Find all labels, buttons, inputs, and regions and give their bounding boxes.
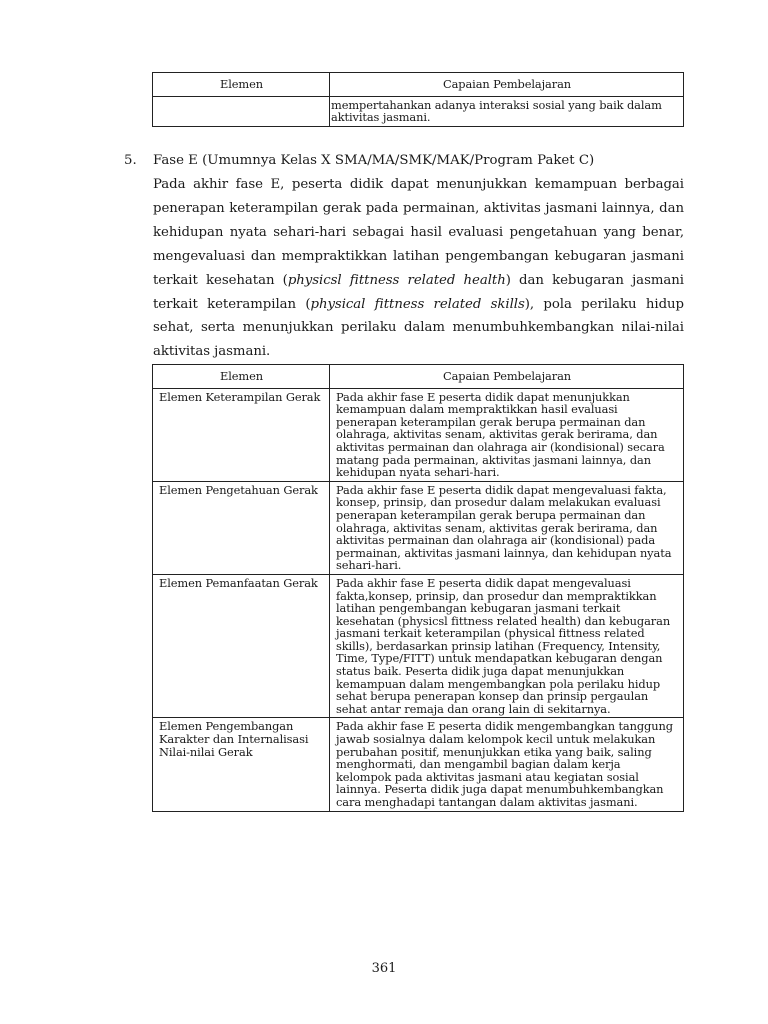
table-row [153,718,684,811]
cell-element: Elemen Pemanfaatan Gerak [153,574,330,718]
table-header-row [153,365,684,389]
learning-outcomes-table-continued [152,72,684,127]
paragraph-text: ) dan kebugaran jasmani terkait keterampilan ( [153,272,684,312]
table-row [153,481,684,574]
table-row [153,96,684,126]
paragraph-text: Pada akhir fase E, peserta didik dapat menunjukkan kemampuan berbagai penerapan keterampilan gerak pada permainan, aktivitas jasmani lainnya, dan kehidupan nyata sehari-hari sebagai hasil evaluasi pengetahuan yang benar, mengevaluasi dan mempraktikkan latihan pengembangan kebugaran jasmani terkait kesehatan ( [153,177,684,288]
cell-outcome: Pada akhir fase E peserta didik dapat menunjukkan kemampuan dalam mempraktikkan hasil evaluasi penerapan keterampilan gerak berupa permainan dan olahraga, aktivitas senam, aktivitas gerak berirama, dan aktivitas permainan dan olahraga air (kondisional) secara matang pada permainan, aktivitas jasmani lainnya, dan kehidupan nyata sehari-hari. [330,388,684,481]
cell-outcome: Pada akhir fase E peserta didik dapat mengevaluasi fakta, konsep, prinsip, dan prosedur dalam melakukan evaluasi penerapan keterampilan gerak berupa permainan dan olahraga, aktivitas senam, aktivitas gerak berirama, dan aktivitas permainan dan olahraga air (kondisional) pada permainan, aktivitas jasmani lainnya, dan kehidupan nyata sehari-hari. [330,481,684,574]
header-outcome: Capaian Pembelajaran [330,365,684,389]
cell-element: Elemen Keterampilan Gerak [153,388,330,481]
header-element: Elemen [153,365,330,389]
header-element: Elemen [153,73,330,97]
section-paragraph [153,173,684,364]
cell-element [153,96,330,126]
section-title: Fase E (Umumnya Kelas X SMA/MA/SMK/MAK/Program Paket C) [153,153,595,168]
paragraph-italic-term: physical fittness related skills [310,296,525,312]
paragraph-text: ), pola perilaku hidup sehat, serta menunjukkan perilaku dalam menumbuhkembangkan nilai-nilai aktivitas jasmani. [153,296,685,360]
header-outcome: Capaian Pembelajaran [330,73,684,97]
cell-element: Elemen Pengembangan Karakter dan Internalisasi Nilai-nilai Gerak [153,718,330,811]
learning-outcomes-table [152,364,684,812]
paragraph-italic-term: physicsl fittness related health [287,272,506,288]
table-row [153,388,684,481]
section-number: 5. [124,153,137,168]
table-row [153,574,684,718]
page-number: 361 [371,961,397,976]
cell-outcome: mempertahankan adanya interaksi sosial yang baik dalam aktivitas jasmani. [330,96,684,126]
table-header-row [153,73,684,97]
cell-element: Elemen Pengetahuan Gerak [153,481,330,574]
cell-outcome: Pada akhir fase E peserta didik dapat mengevaluasi fakta,konsep, prinsip, dan prosedur dan mempraktikkan latihan pengembangan kebugaran jasmani terkait kesehatan (physicsl fittness related health) dan kebugaran jasmani terkait keterampilan (physical fittness related skills), berdasarkan prinsip latihan (Frequency, Intensity, Time, Type/FITT) untuk mendapatkan kebugaran dengan status baik. Peserta didik juga dapat menunjukkan kemampuan dalam mengembangkan pola perilaku hidup sehat berupa penerapan konsep dan prinsip pergaulan sehat antar remaja dan orang lain di sekitarnya. [330,574,684,718]
cell-outcome: Pada akhir fase E peserta didik mengembangkan tanggung jawab sosialnya dalam kelompok kecil untuk melakukan perubahan positif, menunjukkan etika yang baik, saling menghormati, dan mengambil bagian dalam kerja kelompok pada aktivitas jasmani atau kegiatan sosial lainnya. Peserta didik juga dapat menumbuhkembangkan cara menghadapi tantangan dalam aktivitas jasmani. [330,718,684,811]
